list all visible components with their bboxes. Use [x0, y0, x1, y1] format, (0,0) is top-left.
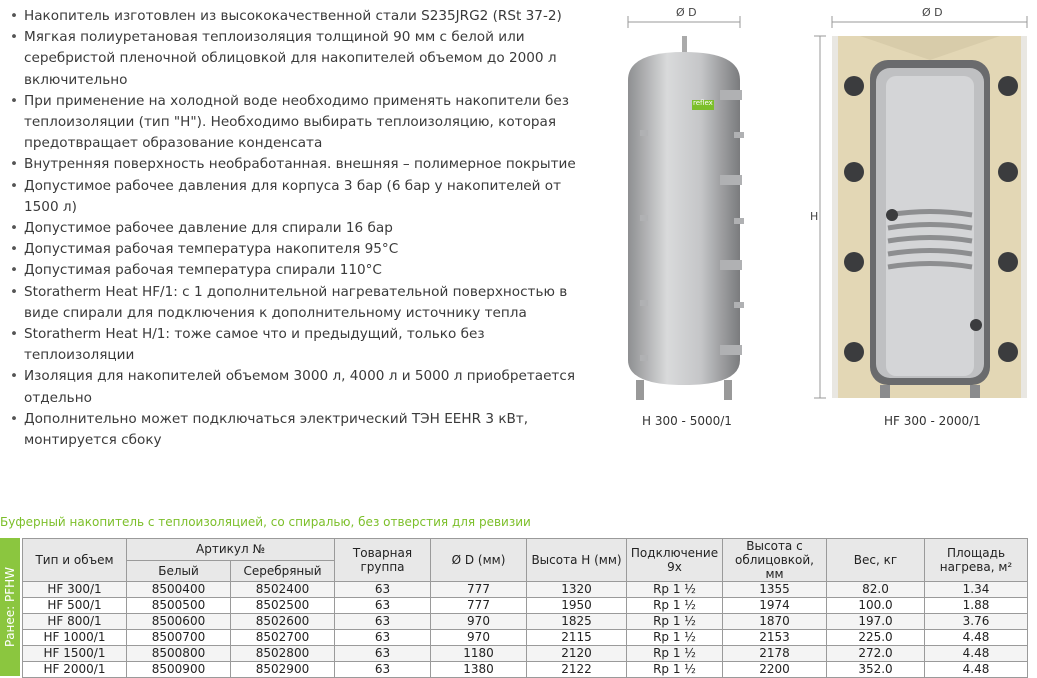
- diameter-label-right: Ø D: [922, 6, 943, 19]
- table-cell: 1950: [527, 598, 627, 614]
- table-cell: 1.34: [925, 582, 1028, 598]
- spec-table-body: [23, 582, 1028, 678]
- table-cell: 8502600: [231, 614, 335, 630]
- table-row: [23, 598, 1028, 614]
- table-cell: HF 2000/1: [23, 662, 127, 678]
- tank-figure-hf: [800, 0, 1037, 440]
- side-tab-label: Ранее: PFHW: [3, 566, 17, 648]
- table-cell: 2153: [723, 630, 827, 646]
- table-cell: 4.48: [925, 646, 1028, 662]
- header-article: Артикул №: [127, 539, 335, 561]
- section-title: Буферный накопитель с теплоизоляцией, со спиралью, без отверстия для ревизии: [0, 515, 531, 529]
- feature-item: • Допустимое рабочее давления для корпуса 3 бар (6 бар у накопителей от 1500 л): [8, 176, 598, 218]
- header-group: Товарная группа: [335, 539, 431, 582]
- table-cell: 225.0: [827, 630, 925, 646]
- table-cell: 777: [431, 582, 527, 598]
- table-row: [23, 646, 1028, 662]
- table-cell: 1320: [527, 582, 627, 598]
- table-cell: 63: [335, 614, 431, 630]
- feature-list: [8, 6, 598, 451]
- table-cell: 970: [431, 630, 527, 646]
- header-area: Площадь нагрева, м²: [925, 539, 1028, 582]
- table-cell: 2178: [723, 646, 827, 662]
- table-cell: 63: [335, 646, 431, 662]
- table-cell: 63: [335, 662, 431, 678]
- table-cell: Rp 1 ½: [627, 598, 723, 614]
- table-cell: 8500900: [127, 662, 231, 678]
- table-cell: 4.48: [925, 662, 1028, 678]
- table-cell: 1380: [431, 662, 527, 678]
- table-cell: 82.0: [827, 582, 925, 598]
- header-white: Белый: [127, 560, 231, 582]
- table-cell: 1825: [527, 614, 627, 630]
- height-label-right: H: [810, 210, 819, 223]
- tank-hf-drawing: [800, 0, 1037, 440]
- table-cell: 1870: [723, 614, 827, 630]
- table-cell: 8500600: [127, 614, 231, 630]
- table-cell: 8500700: [127, 630, 231, 646]
- table-cell: HF 1500/1: [23, 646, 127, 662]
- table-cell: 1355: [723, 582, 827, 598]
- table-cell: 3.76: [925, 614, 1028, 630]
- table-cell: 100.0: [827, 598, 925, 614]
- header-height-clad: Высота с облицовкой, мм: [723, 539, 827, 582]
- table-cell: 272.0: [827, 646, 925, 662]
- table-row: [23, 582, 1028, 598]
- side-tab: [0, 538, 20, 676]
- feature-item: • Storatherm Heat HF/1: с 1 дополнительной нагревательной поверхностью в виде спирали для подключения к дополнительному источнику тепла: [8, 282, 598, 324]
- table-cell: Rp 1 ½: [627, 662, 723, 678]
- header-weight: Вес, кг: [827, 539, 925, 582]
- table-cell: 2120: [527, 646, 627, 662]
- feature-item: • При применение на холодной воде необходимо применять накопители без теплоизоляции (тип "H"). Необходимо выбирать теплоизоляцию, которая предотвращает образование конденсата: [8, 91, 598, 155]
- table-cell: HF 1000/1: [23, 630, 127, 646]
- feature-item: • Внутренняя поверхность необработанная. внешняя – полимерное покрытие: [8, 154, 598, 175]
- feature-item: • Допустимая рабочая температура накопителя 95°C: [8, 239, 598, 260]
- table-cell: 2122: [527, 662, 627, 678]
- table-cell: 777: [431, 598, 527, 614]
- table-cell: Rp 1 ½: [627, 582, 723, 598]
- table-cell: 970: [431, 614, 527, 630]
- caption-right: HF 300 - 2000/1: [884, 414, 981, 428]
- table-cell: Rp 1 ½: [627, 614, 723, 630]
- header-type: Тип и объем: [23, 539, 127, 582]
- table-cell: 352.0: [827, 662, 925, 678]
- diameter-label-left: Ø D: [676, 6, 697, 19]
- table-cell: HF 300/1: [23, 582, 127, 598]
- caption-left: H 300 - 5000/1: [642, 414, 732, 428]
- reflex-logo: reflex: [693, 99, 713, 107]
- table-cell: 1180: [431, 646, 527, 662]
- table-cell: 197.0: [827, 614, 925, 630]
- header-height: Высота H (мм): [527, 539, 627, 582]
- table-cell: HF 500/1: [23, 598, 127, 614]
- table-cell: 2115: [527, 630, 627, 646]
- table-row: [23, 614, 1028, 630]
- table-cell: 8502800: [231, 646, 335, 662]
- table-cell: Rp 1 ½: [627, 646, 723, 662]
- table-cell: 1.88: [925, 598, 1028, 614]
- table-row: [23, 630, 1028, 646]
- header-connection: Подключение 9x: [627, 539, 723, 582]
- table-cell: 63: [335, 598, 431, 614]
- table-cell: 8500500: [127, 598, 231, 614]
- table-cell: 8502700: [231, 630, 335, 646]
- tank-figure-h: [600, 0, 780, 440]
- feature-item: • Storatherm Heat H/1: тоже самое что и предыдущий, только без теплоизоляции: [8, 324, 598, 366]
- feature-item: • Допустимое рабочее давление для спирали 16 бар: [8, 218, 598, 239]
- header-silver: Серебряный: [231, 560, 335, 582]
- feature-item: • Допустимая рабочая температура спирали 110°C: [8, 260, 598, 281]
- table-cell: HF 800/1: [23, 614, 127, 630]
- table-cell: 2200: [723, 662, 827, 678]
- feature-item: • Мягкая полиуретановая теплоизоляция толщиной 90 мм с белой или серебристой пленочной облицовкой для накопителей объемом до 2000 л включительно: [8, 27, 598, 91]
- table-cell: 8500400: [127, 582, 231, 598]
- table-cell: 4.48: [925, 630, 1028, 646]
- feature-item: • Дополнительно может подключаться электрический ТЭН EEHR 3 кВт, монтируется сбоку: [8, 409, 598, 451]
- feature-item: • Накопитель изготовлен из высококачественной стали S235JRG2 (RSt 37-2): [8, 6, 598, 27]
- table-cell: Rp 1 ½: [627, 630, 723, 646]
- table-row: [23, 662, 1028, 678]
- spec-table: [22, 538, 1028, 678]
- table-cell: 63: [335, 630, 431, 646]
- header-diameter: Ø D (мм): [431, 539, 527, 582]
- table-cell: 8502900: [231, 662, 335, 678]
- table-cell: 8500800: [127, 646, 231, 662]
- feature-item: • Изоляция для накопителей объемом 3000 л, 4000 л и 5000 л приобретается отдельно: [8, 366, 598, 408]
- table-cell: 63: [335, 582, 431, 598]
- table-cell: 8502400: [231, 582, 335, 598]
- tank-h-drawing: [600, 0, 780, 440]
- table-cell: 1974: [723, 598, 827, 614]
- table-cell: 8502500: [231, 598, 335, 614]
